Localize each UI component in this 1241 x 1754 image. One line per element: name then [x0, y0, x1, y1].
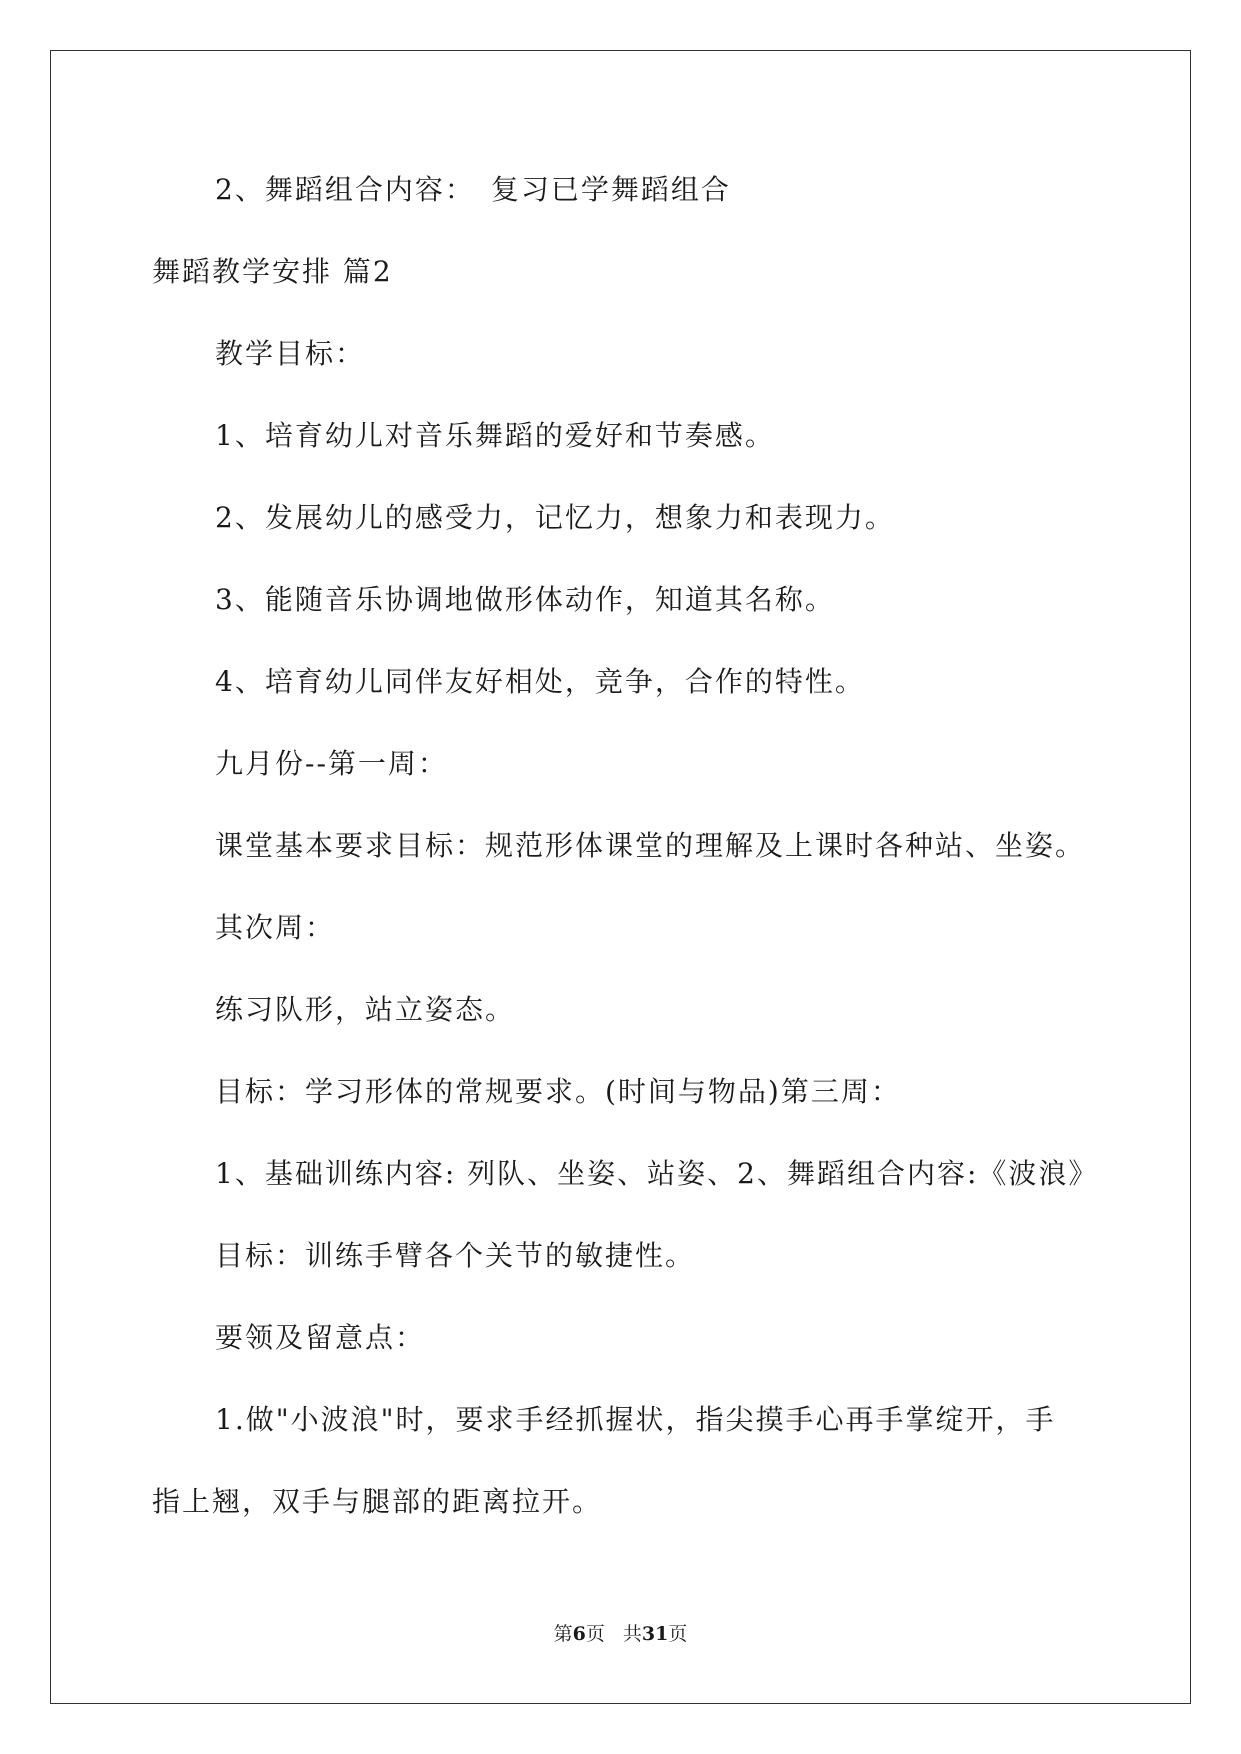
body-line-3: 教学目标： — [215, 337, 366, 370]
section-heading: 舞蹈教学安排 篇2 — [152, 255, 393, 288]
body-line-9: 课堂基本要求目标：规范形体课堂的理解及上课时各种站、坐姿。 — [215, 829, 1086, 862]
body-line-12: 目标：学习形体的常规要求。(时间与物品)第三周： — [215, 1075, 901, 1108]
footer-page-suffix: 页 — [585, 1623, 605, 1645]
body-line-6: 3、能随音乐协调地做形体动作，知道其名称。 — [215, 583, 835, 616]
footer-page-number: 6 — [572, 1623, 586, 1645]
body-line-4: 1、培育幼儿对音乐舞蹈的爱好和节奏感。 — [215, 419, 775, 452]
page-footer — [0, 1622, 1241, 1646]
body-line-7: 4、培育幼儿同伴友好相处，竞争，合作的特性。 — [215, 665, 865, 698]
footer-total-prefix: 共 — [622, 1623, 642, 1645]
footer-total-suffix: 页 — [668, 1623, 688, 1645]
body-line-13: 1、基础训练内容: 列队、坐姿、站姿、2、舞蹈组合内容:《波浪》 — [215, 1157, 1099, 1190]
body-line-1: 2、舞蹈组合内容： 复习已学舞蹈组合 — [215, 173, 731, 206]
footer-prefix: 第 — [553, 1623, 573, 1645]
body-line-10: 其次周： — [215, 911, 336, 944]
body-line-16: 1.做"小波浪"时，要求手经抓握状，指尖摸手心再手掌绽开，手 — [215, 1403, 1056, 1436]
page-border — [50, 50, 1191, 1704]
body-line-14: 目标：训练手臂各个关节的敏捷性。 — [215, 1239, 696, 1272]
body-line-11: 练习队形，站立姿态。 — [215, 993, 516, 1026]
body-line-5: 2、发展幼儿的感受力，记忆力，想象力和表现力。 — [215, 501, 895, 534]
body-line-17: 指上翘，双手与腿部的距离拉开。 — [152, 1485, 603, 1518]
footer-total-pages: 31 — [641, 1623, 669, 1645]
body-line-8: 九月份--第一周： — [215, 747, 448, 780]
body-line-15: 要领及留意点： — [215, 1321, 426, 1354]
